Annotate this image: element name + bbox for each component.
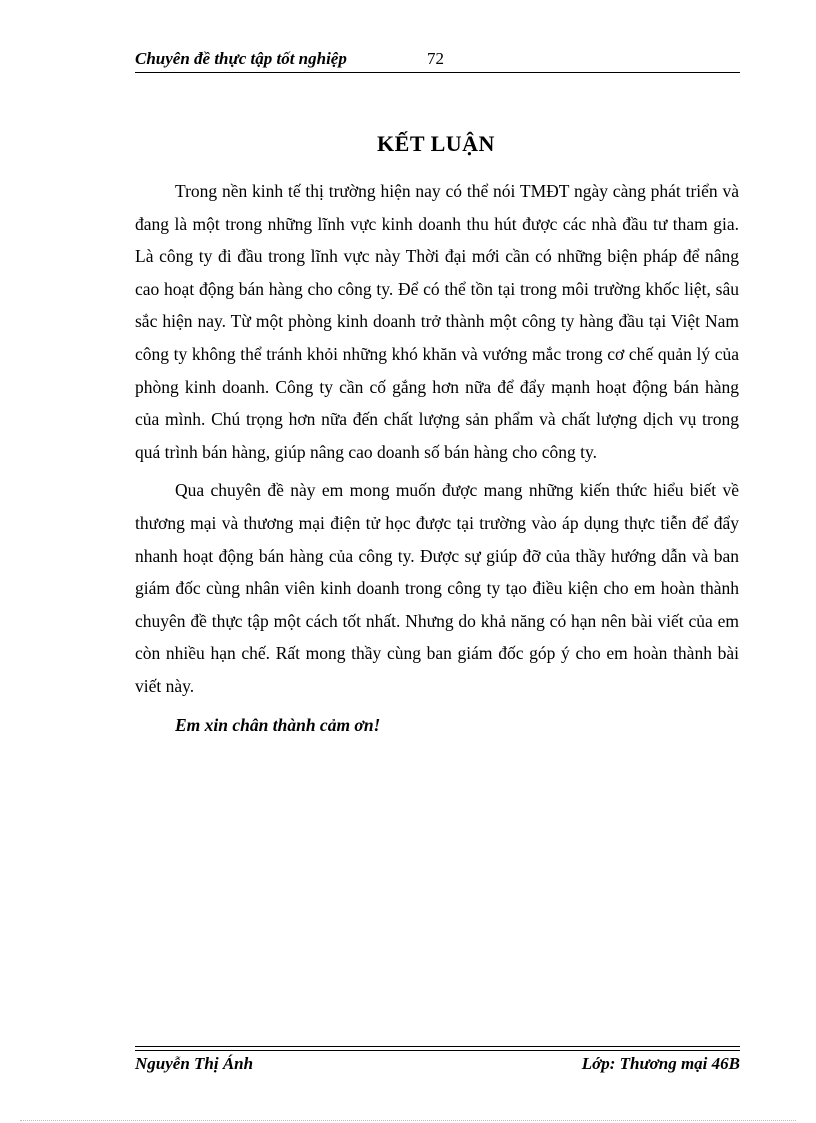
page-header <box>135 49 740 71</box>
header-divider <box>135 72 740 73</box>
footer-class: Lớp: Thương mại 46B <box>581 1054 740 1073</box>
footer-divider-top <box>135 1046 740 1047</box>
page-edge-divider <box>20 1120 796 1121</box>
paragraph: Trong nền kinh tế thị trường hiện nay có thể nói TMĐT ngày càng phát triển và đang là một trong những lĩnh vực kinh doanh thu hút được các nhà đầu tư tham gia. Là công ty đi đầu trong lĩnh vực này Thời đại mới cần có những biện pháp để nâng cao hoạt động bán hàng cho công ty. Để có thể tồn tại trong môi trường khốc liệt, sâu sắc hiện nay. Từ một phòng kinh doanh trở thành một công ty hàng đầu tại Việt Nam công ty không thể tránh khỏi những khó khăn và vướng mắc trong cơ chế quản lý của phòng kinh doanh. Công ty cần cố gắng hơn nữa để đẩy mạnh hoạt động bán hàng của mình. Chú trọng hơn nữa đến chất lượng sản phẩm và chất lượng dịch vụ trong quá trình bán hàng, giúp nâng cao doanh số bán hàng cho công ty. <box>135 181 739 462</box>
section-heading: KẾT LUẬN <box>377 131 495 156</box>
page-number: 72 <box>427 49 444 68</box>
footer-divider-bottom <box>135 1050 740 1051</box>
document-body <box>135 175 739 741</box>
page-footer <box>135 1054 740 1078</box>
footer-author: Nguyễn Thị Ánh <box>135 1054 254 1073</box>
header-title: Chuyên đề thực tập tốt nghiệp <box>135 49 347 68</box>
paragraph: Qua chuyên đề này em mong muốn được mang những kiến thức hiểu biết về thương mại và thương mại điện tử học được tại trường vào áp dụng thực tiễn để đẩy nhanh hoạt động bán hàng của công ty. Được sự giúp đỡ của thầy hướng dẫn và ban giám đốc cùng nhân viên kinh doanh trong công ty tạo điều kiện cho em hoàn thành chuyên đề thực tập một cách tốt nhất. Nhưng do khả năng có hạn nên bài viết của em còn nhiều hạn chế. Rất mong thầy cùng ban giám đốc góp ý cho em hoàn thành bài viết này. <box>135 480 739 696</box>
closing-line: Em xin chân thành cảm ơn! <box>175 714 381 735</box>
